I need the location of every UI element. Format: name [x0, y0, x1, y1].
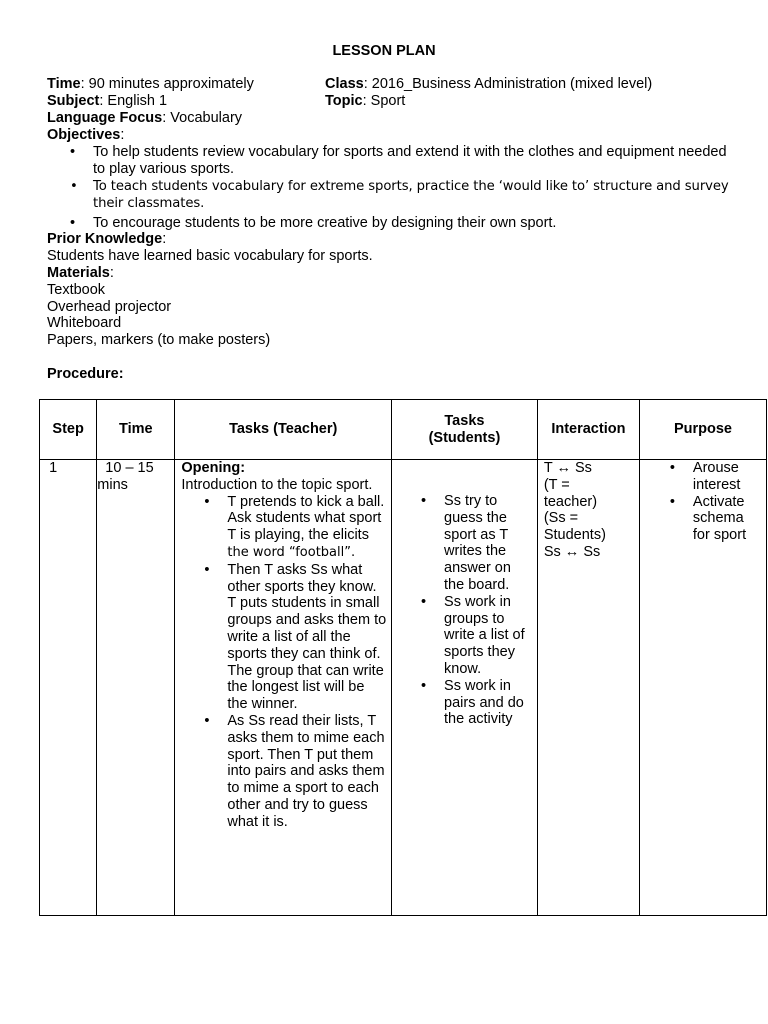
cell-time: 10 – 15 mins — [97, 460, 175, 916]
objective-item: • To teach students vocabulary for extreme sports, practice the ‘would like to’ structure and survey their classmates. — [93, 179, 737, 213]
meta-class: Class: 2016_Business Administration (mixed level) — [325, 76, 653, 92]
material-item: Whiteboard — [47, 315, 122, 332]
document-title: LESSON PLAN — [332, 43, 436, 59]
materials-section — [47, 265, 270, 349]
teacher-task-item: • Then T asks Ss what other sports they know. T puts students in small groups and asks them to write a list of all the sports they can think of. The group that can write the longest list will be the winner. — [227, 562, 387, 713]
materials-heading: Materials: — [47, 265, 114, 281]
material-item: Overhead projector — [47, 298, 172, 315]
cell-interaction: T ↔ Ss (T = teacher) (Ss = Students) Ss ↔ Ss — [537, 460, 639, 916]
meta-subject: Subject: English 1 — [47, 92, 168, 109]
material-item: Textbook — [47, 281, 106, 298]
objective-item: • To encourage students to be more creative by designing their own sport. — [93, 215, 737, 232]
purpose-list — [646, 460, 762, 544]
material-item: Papers, markers (to make posters) — [47, 332, 271, 349]
table-row — [40, 460, 767, 916]
header-time: Time — [97, 400, 175, 460]
student-task-list — [398, 493, 531, 728]
prior-knowledge-text: Students have learned basic vocabulary for sports. — [47, 247, 373, 264]
meta-topic: Topic: Sport — [325, 92, 406, 109]
table-header-row — [40, 400, 767, 460]
meta-language-focus: Language Focus: Vocabulary — [47, 109, 243, 126]
procedure-heading: Procedure: — [47, 366, 124, 382]
teacher-task-item: • As Ss read their lists, T asks them to mime each sport. Then T put them into pairs and asks them to mime a sport to each other and try to guess what it is. — [227, 713, 387, 831]
objectives-heading: Objectives: — [47, 127, 125, 143]
header-interaction: Interaction — [537, 400, 639, 460]
teacher-task-item: • T pretends to kick a ball. Ask students what sport T is playing, the elicits the word “football”. — [227, 494, 387, 562]
teacher-heading: Opening: — [181, 460, 246, 476]
meta-left — [47, 76, 254, 126]
cell-step: 1 — [40, 460, 97, 916]
teacher-intro: Introduction to the topic sport. — [181, 476, 373, 493]
meta-time: Time: 90 minutes approximately — [47, 76, 254, 92]
objectives-section — [47, 127, 737, 232]
prior-knowledge-heading: Prior Knowledge: — [47, 231, 167, 247]
student-task-item: • Ss work in groups to write a list of sports they know. — [444, 594, 531, 678]
purpose-item: • Arouse interest — [693, 460, 762, 494]
prior-knowledge-section — [47, 231, 373, 265]
student-task-item: • Ss work in pairs and do the activity — [444, 678, 531, 728]
header-step: Step — [40, 400, 97, 460]
objectives-list — [47, 144, 737, 232]
purpose-item: • Activate schema for sport — [693, 494, 762, 544]
objective-item: • To help students review vocabulary for sports and extend it with the clothes and equipment needed to play various sports. — [93, 144, 737, 178]
teacher-task-list — [181, 494, 387, 831]
meta-right — [325, 76, 652, 110]
header-purpose: Purpose — [639, 400, 766, 460]
student-task-item: • Ss try to guess the sport as T writes the answer on the board. — [444, 493, 531, 594]
cell-purpose — [639, 460, 766, 916]
cell-tasks-students — [392, 460, 538, 916]
header-tasks-teacher: Tasks (Teacher) — [175, 400, 392, 460]
header-tasks-students: Tasks (Students) — [392, 400, 538, 460]
cell-tasks-teacher — [175, 460, 392, 916]
procedure-table — [39, 399, 767, 916]
